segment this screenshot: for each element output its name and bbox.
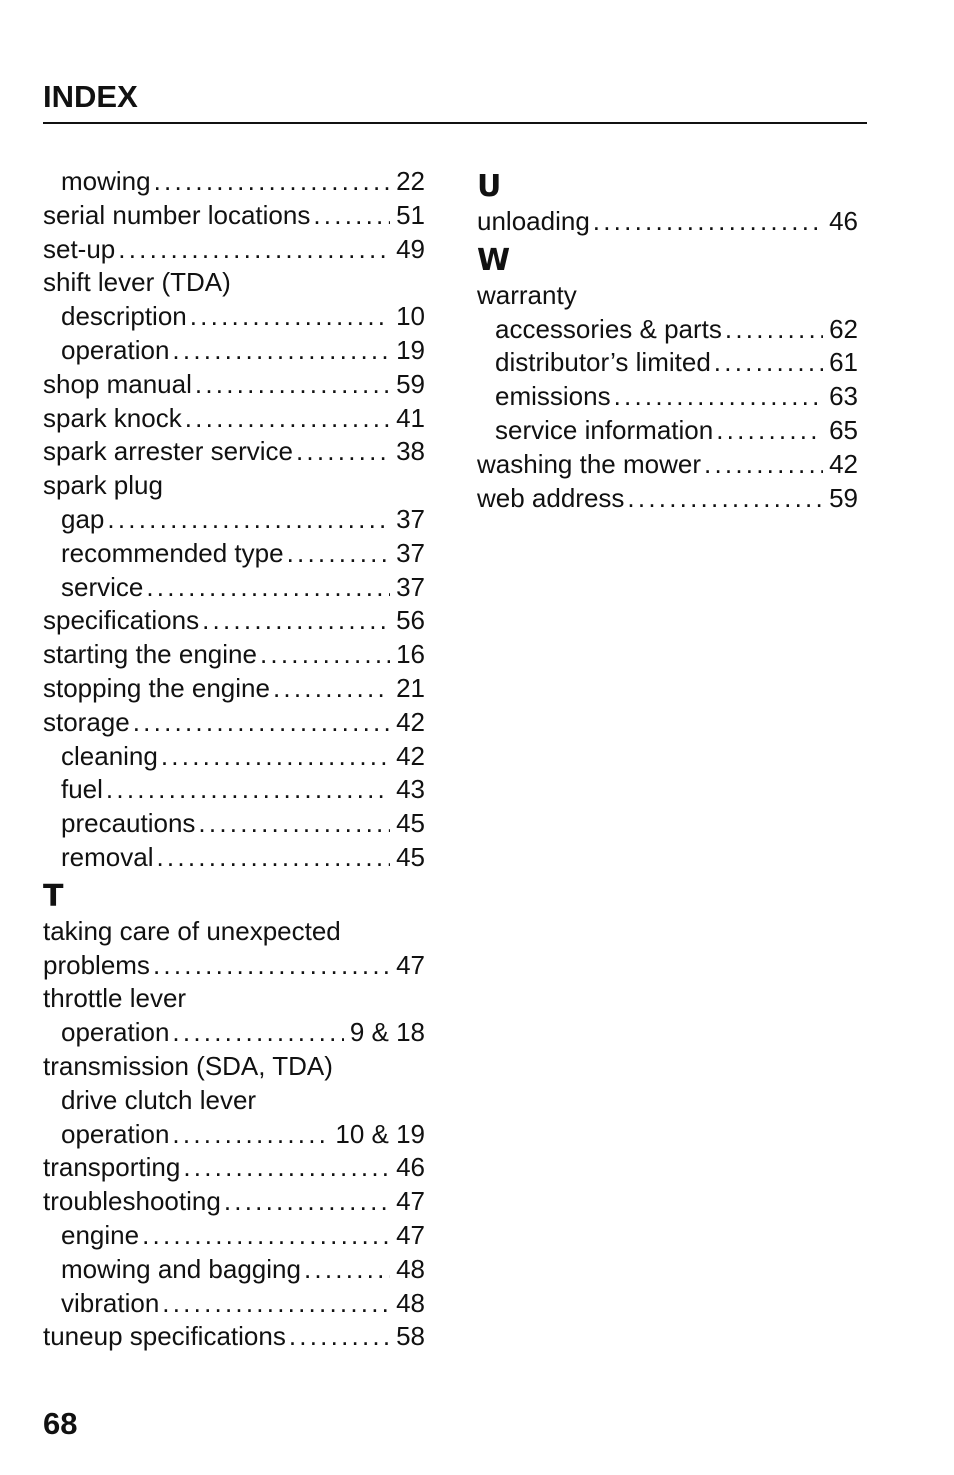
dot-leader — [304, 1253, 390, 1287]
entry-label: serial number locations — [43, 199, 311, 230]
page-title: INDEX — [43, 79, 138, 114]
index-entry — [43, 300, 425, 334]
entry-label: throttle lever — [43, 983, 187, 1014]
entry-page-number: 47 — [396, 1186, 425, 1217]
dot-leader — [289, 1320, 390, 1354]
entry-label: shop manual — [43, 368, 192, 399]
dot-leader — [716, 414, 823, 448]
index-entry — [43, 1185, 425, 1219]
entry-label: shift lever (TDA) — [43, 267, 231, 298]
dot-leader — [287, 537, 391, 571]
index-entry — [43, 1287, 425, 1321]
entry-label: warranty — [477, 279, 577, 310]
index-heading — [43, 266, 425, 300]
dot-leader — [593, 205, 823, 239]
entry-page-number: 41 — [396, 402, 425, 433]
page-number: 68 — [43, 1406, 78, 1441]
index-entry — [43, 773, 425, 807]
dot-leader — [172, 1016, 343, 1050]
entry-label: recommended type — [61, 537, 284, 568]
index-entry — [43, 199, 425, 233]
entry-page-number: 47 — [396, 1219, 425, 1250]
entry-page-number: 43 — [396, 774, 425, 805]
index-entry — [477, 346, 858, 380]
dot-leader — [154, 165, 390, 199]
dot-leader — [725, 313, 823, 347]
entry-label: precautions — [61, 808, 196, 839]
section-letter: W — [477, 242, 511, 278]
index-entry — [43, 1151, 425, 1185]
index-entry — [43, 503, 425, 537]
dot-leader — [133, 706, 390, 740]
entry-label: spark plug — [43, 470, 163, 501]
index-heading — [43, 1050, 425, 1084]
entry-page-number: 22 — [396, 166, 425, 196]
entry-label: drive clutch lever — [61, 1084, 257, 1115]
index-entry — [43, 402, 425, 436]
index-entry — [477, 482, 858, 516]
entry-label: vibration — [61, 1287, 160, 1318]
index-entry — [477, 380, 858, 414]
entry-label: problems — [43, 949, 150, 980]
dot-leader — [146, 571, 390, 605]
entry-page-number: 42 — [396, 706, 425, 737]
entry-label: transmission (SDA, TDA) — [43, 1050, 333, 1081]
dot-leader — [161, 740, 390, 774]
entry-page-number: 37 — [396, 503, 425, 534]
entry-label: specifications — [43, 605, 200, 636]
index-entry — [43, 638, 425, 672]
index-entry — [43, 604, 425, 638]
entry-label: spark knock — [43, 402, 182, 433]
dot-leader — [260, 638, 390, 672]
index-entry — [43, 334, 425, 368]
dot-leader — [190, 300, 390, 334]
entry-page-number: 45 — [396, 841, 425, 872]
index-heading — [43, 1084, 425, 1118]
dot-leader — [202, 604, 390, 638]
index-column-left — [43, 165, 425, 1354]
entry-page-number: 37 — [396, 571, 425, 602]
index-entry — [43, 571, 425, 605]
index-entry — [43, 1016, 425, 1050]
entry-label: troubleshooting — [43, 1186, 221, 1217]
index-entry — [43, 807, 425, 841]
entry-page-number: 10 — [396, 301, 425, 332]
index-entry — [43, 672, 425, 706]
dot-leader — [714, 346, 823, 380]
entry-label: taking care of unexpected — [43, 915, 341, 946]
dot-leader — [185, 402, 390, 436]
dot-leader — [118, 233, 390, 267]
entry-page-number: 63 — [829, 381, 858, 412]
dot-leader — [153, 949, 390, 983]
index-entry — [43, 1253, 425, 1287]
entry-label: fuel — [61, 774, 103, 805]
entry-page-number: 42 — [829, 448, 858, 479]
entry-label: distributor’s limited — [495, 347, 711, 378]
index-entry — [43, 165, 425, 199]
index-entry — [43, 537, 425, 571]
entry-label: service information — [495, 414, 714, 445]
entry-page-number: 48 — [396, 1253, 425, 1284]
entry-label: unloading — [477, 206, 590, 236]
index-entry — [43, 706, 425, 740]
dot-leader — [224, 1185, 390, 1219]
entry-page-number: 47 — [396, 949, 425, 980]
dot-leader — [172, 334, 390, 368]
entry-page-number: 51 — [396, 199, 425, 230]
dot-leader — [313, 199, 390, 233]
entry-label: operation — [61, 334, 170, 365]
dot-leader — [296, 435, 390, 469]
entry-page-number: 58 — [396, 1321, 425, 1352]
entry-page-number: 59 — [396, 368, 425, 399]
entry-page-number: 49 — [396, 233, 425, 264]
entry-page-number: 48 — [396, 1287, 425, 1318]
entry-label: operation — [61, 1118, 170, 1149]
dot-leader — [142, 1219, 390, 1253]
entry-page-number: 62 — [829, 313, 858, 344]
entry-page-number: 56 — [396, 605, 425, 636]
entry-label: set-up — [43, 233, 116, 264]
dot-leader — [107, 503, 390, 537]
entry-page-number: 10 & 19 — [335, 1118, 425, 1149]
entry-label: web address — [477, 482, 625, 513]
index-heading — [477, 279, 858, 313]
index-entry — [43, 1118, 425, 1152]
dot-leader — [704, 448, 823, 482]
entry-page-number: 19 — [396, 334, 425, 365]
entry-label: stopping the engine — [43, 672, 270, 703]
dot-leader — [198, 807, 390, 841]
entry-page-number: 59 — [829, 482, 858, 513]
entry-page-number: 61 — [829, 347, 858, 378]
index-entry — [43, 949, 425, 983]
index-entry — [43, 233, 425, 267]
entry-label: starting the engine — [43, 639, 257, 670]
entry-label: gap — [61, 503, 105, 534]
dot-leader — [156, 841, 390, 875]
entry-label: spark arrester service — [43, 436, 293, 467]
index-entry — [43, 740, 425, 774]
entry-page-number: 65 — [829, 414, 858, 445]
entry-page-number: 46 — [829, 206, 858, 236]
header-rule — [43, 122, 867, 124]
entry-page-number: 37 — [396, 537, 425, 568]
index-entry — [43, 1320, 425, 1354]
dot-leader — [627, 482, 823, 516]
index-heading — [43, 982, 425, 1016]
entry-page-number: 16 — [396, 639, 425, 670]
entry-label: cleaning — [61, 740, 158, 771]
entry-label: tuneup specifications — [43, 1321, 286, 1352]
entry-page-number: 46 — [396, 1152, 425, 1183]
entry-label: emissions — [495, 381, 611, 412]
index-entry — [477, 448, 858, 482]
index-heading — [43, 915, 425, 949]
index-entry — [477, 414, 858, 448]
dot-leader — [106, 773, 390, 807]
entry-label: mowing — [61, 166, 151, 196]
entry-page-number: 45 — [396, 808, 425, 839]
section-letter: T — [43, 878, 64, 914]
dot-leader — [195, 368, 390, 402]
entry-label: removal — [61, 841, 154, 872]
dot-leader — [172, 1118, 329, 1152]
entry-label: operation — [61, 1017, 170, 1048]
entry-label: mowing and bagging — [61, 1253, 301, 1284]
index-entry — [43, 368, 425, 402]
entry-page-number: 21 — [396, 672, 425, 703]
section-letter: U — [477, 169, 502, 204]
entry-label: service — [61, 571, 144, 602]
index-entry — [477, 205, 858, 239]
dot-leader — [162, 1287, 390, 1321]
entry-label: transporting — [43, 1152, 181, 1183]
dot-leader — [183, 1151, 390, 1185]
entry-label: washing the mower — [477, 448, 701, 479]
entry-page-number: 38 — [396, 436, 425, 467]
dot-leader — [614, 380, 823, 414]
entry-label: engine — [61, 1219, 140, 1250]
entry-page-number: 42 — [396, 740, 425, 771]
index-entry — [43, 1219, 425, 1253]
entry-label: accessories & parts — [495, 313, 722, 344]
index-entry — [477, 313, 858, 347]
index-heading — [43, 469, 425, 503]
entry-label: storage — [43, 706, 130, 737]
dot-leader — [273, 672, 390, 706]
index-entry — [43, 435, 425, 469]
index-entry — [43, 841, 425, 875]
entry-label: description — [61, 301, 187, 332]
index-column-right — [477, 165, 858, 515]
entry-page-number: 9 & 18 — [349, 1017, 425, 1048]
